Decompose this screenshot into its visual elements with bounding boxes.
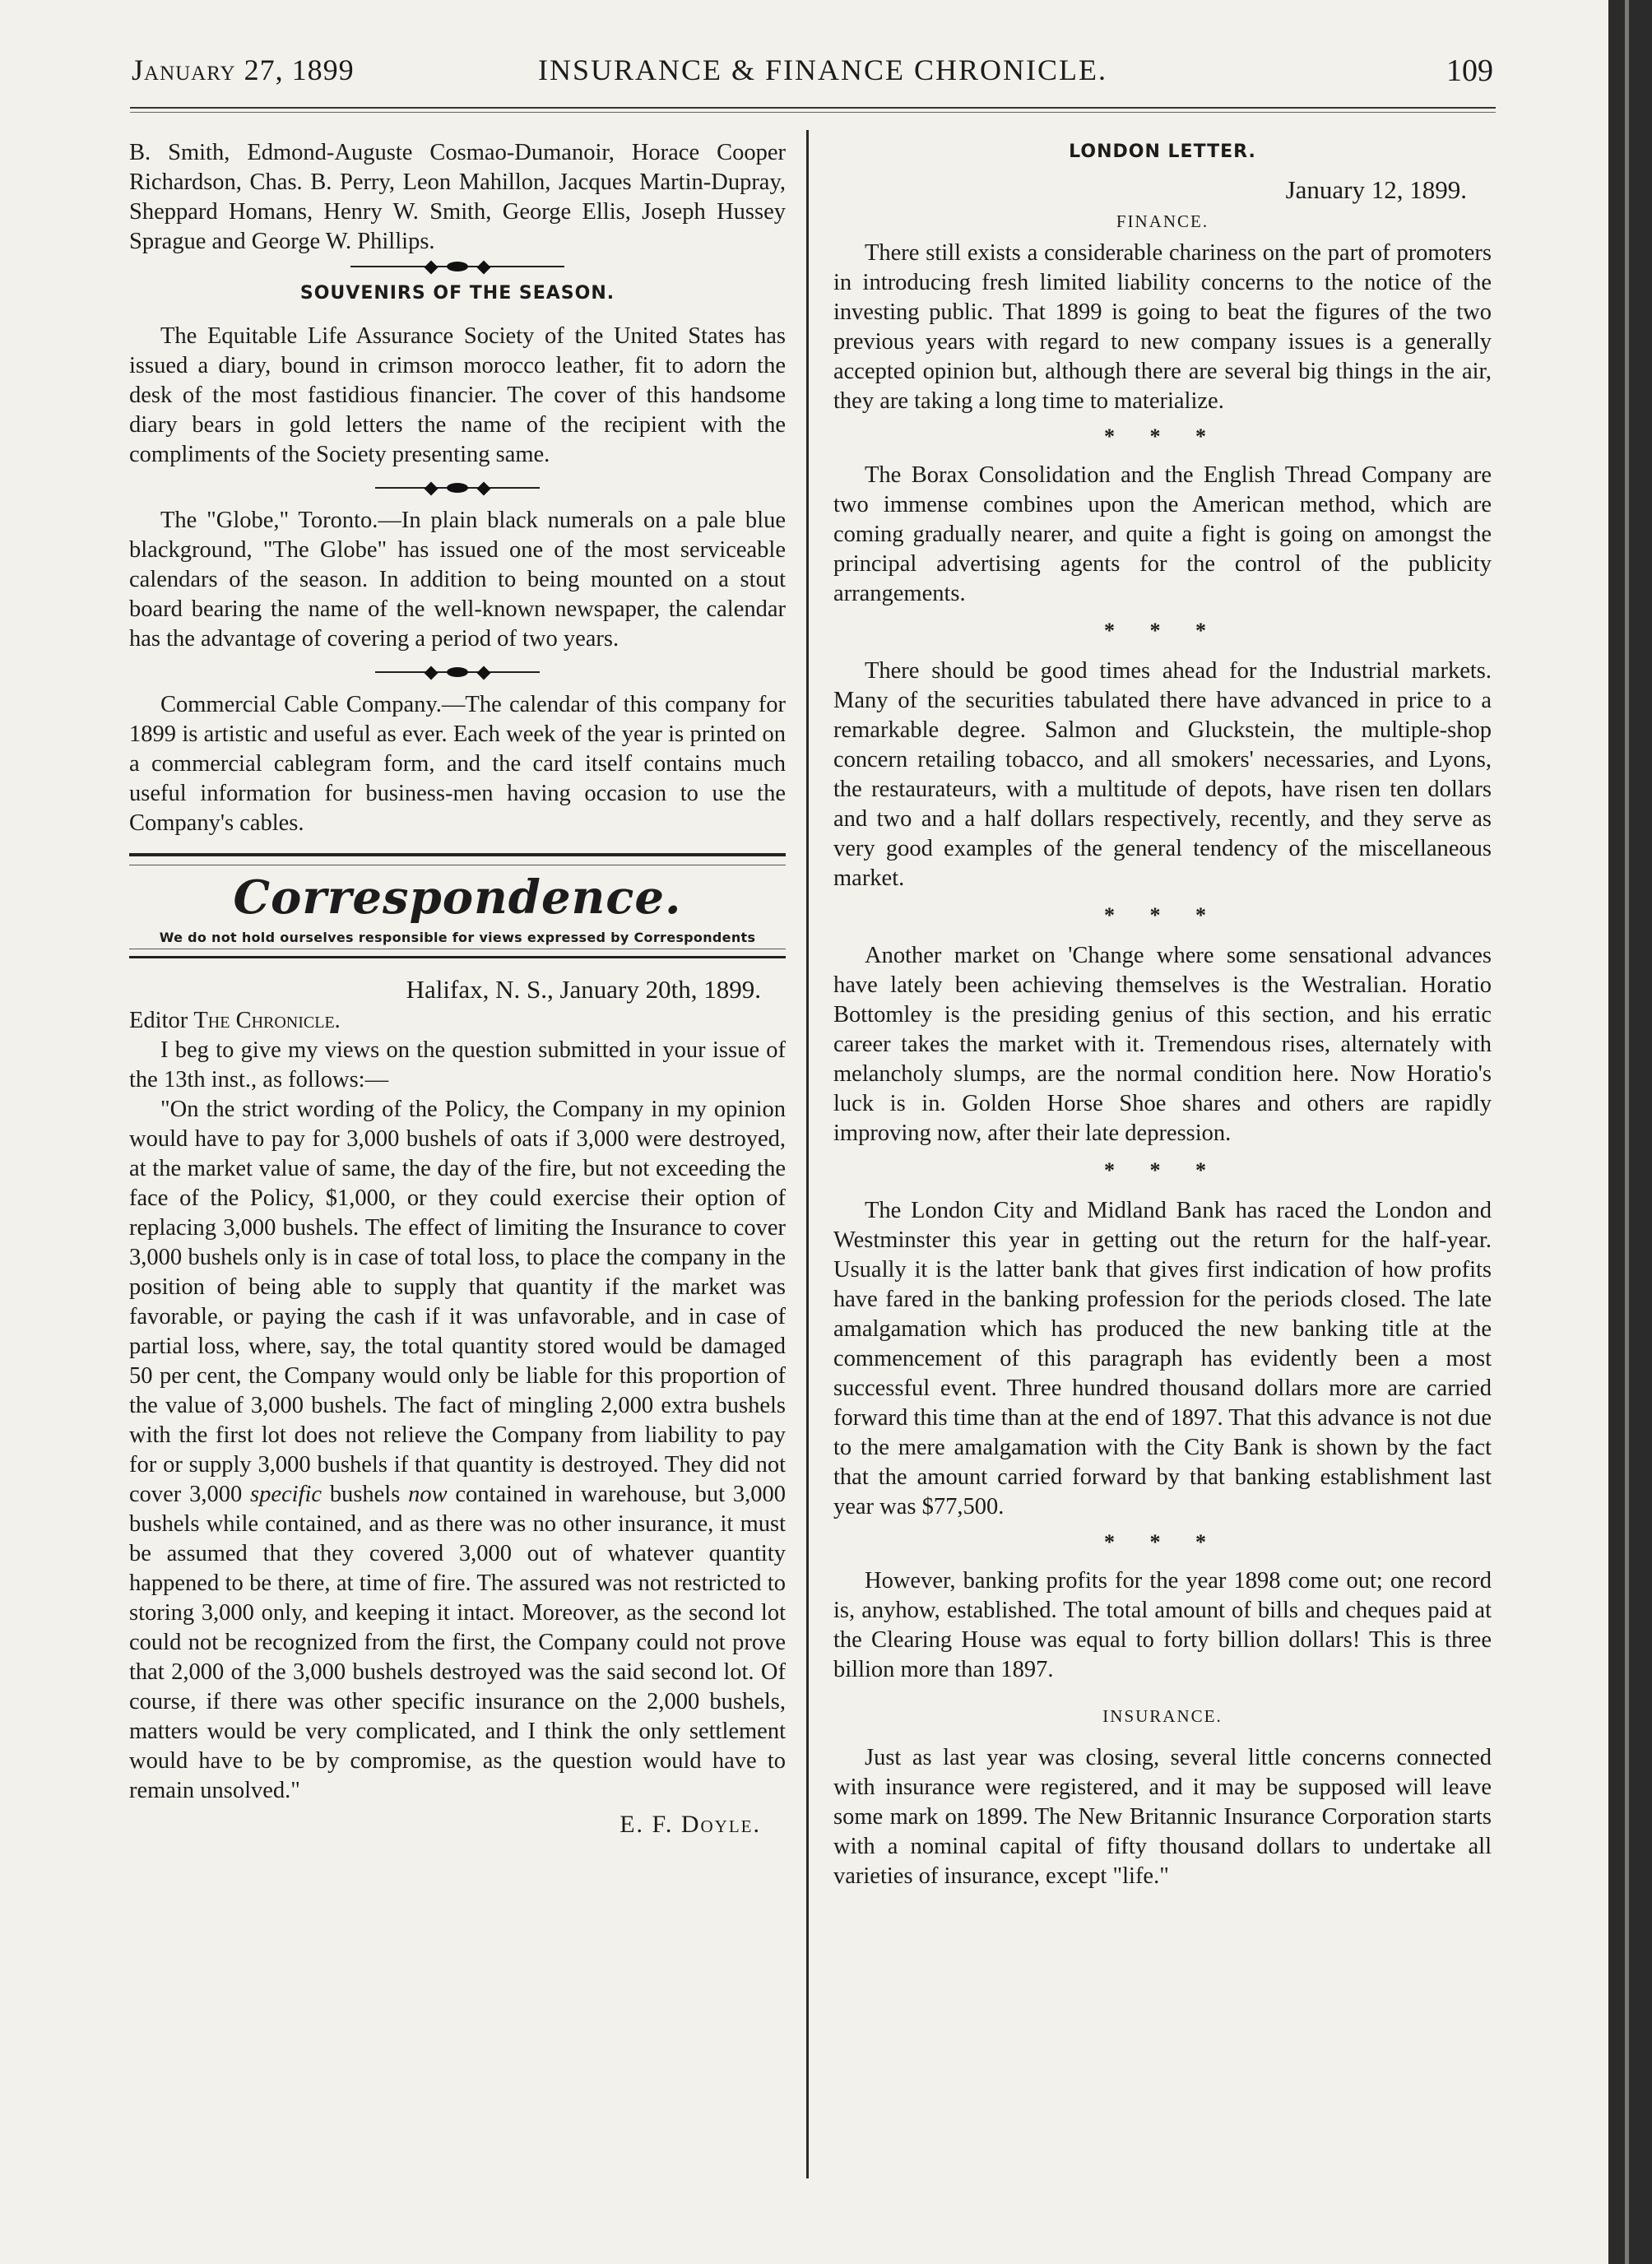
letter-emphasis-now: now — [408, 1482, 448, 1507]
letter-salutation — [129, 1006, 786, 1036]
london-letter-heading: LONDON LETTER. — [1069, 142, 1256, 162]
london-paragraph-3: There should be good times ahead for the Industrial markets. Many of the securities tabulated there have advanced in price to a remarkable degree. Salmon and Gluckstein, the multiple-shop concern retailing tobacco, and all smokers' necessaries, and Lyons, the restaurateurs, with a multitude of depots, have risen ten dollars and two and a half dollars respectively, recently, and they serve as very good examples of the general tendency of the miscellaneous market. — [833, 658, 1492, 891]
souvenirs-paragraph-1: The Equitable Life Assurance Society of the United States has issued a diary, bound in crimson morocco leather, fit to adorn the desk of the most fastidious financier. The cover of this handsome diary bears in gold letters the name of the recipient with the compliments of the Society presenting same. — [129, 323, 786, 467]
london-paragraph-4: Another market on 'Change where some sensational advances have lately been achieving themselves is the Westralian. Horatio Bottomley is the presiding genius of this section, and his erratic career takes the market with it. Tremendous rises, alternately with melancholy slumps, are the normal condition here. Now Horatio's luck is in. Golden Horse Shoe shares and others are rapidly improving now, after their late depression. — [833, 943, 1492, 1146]
london-paragraph-6: However, banking profits for the year 1898 come out; one record is, anyhow, established. The total amount of bills and cheques paid at the Clearing House was equal to forty billion dollars! This is three billion more than 1897. — [833, 1568, 1492, 1682]
header-rule — [130, 107, 1496, 109]
intro-paragraph: B. Smith, Edmond-Auguste Cosmao-Dumanoir, Horace Cooper Richardson, Chas. B. Perry, Leon Mahillon, Jacques Martin-Dupray, Sheppard Homans, Henry W. Smith, George Ellis, Joseph Hussey Sprague and George W. Phillips. — [129, 140, 786, 254]
section-stars: * * * — [1104, 903, 1221, 927]
section-stars: * * * — [1104, 1530, 1221, 1554]
ornament-divider — [375, 664, 540, 680]
ornament-divider — [350, 258, 564, 275]
souvenirs-paragraph-3: Commercial Cable Company.—The calendar of this company for 1899 is artistic and useful as ever. Each week of the year is printed on a commercial cablegram form, and the card itself contains much useful information for business-men having occasion to use the Company's cables. — [129, 692, 786, 836]
letter-p2-start: "On the strict wording of the Policy, the Company in my opinion would have to pay for 3,000 bushels of oats if 3,000 were destroyed, at the market value of same, the day of the fire, but not exceeding the face of the Policy, $1,000, or they could exercise their option of replacing 3,000 bushels. The effect of limiting the Insurance to cover 3,000 bushels only is in case of total loss, to place the company in the position of being able to supply that quantity if the market was favorable, or paying the cash if it was unfavorable, and in case of partial loss, where, say, the total quantity stored would be damaged 50 per cent, the Company would only be liable for this proportion of the value of 3,000 bushels. The fact of mingling 2,000 extra bushels with the first lot does not relieve the Company from liability to pay for or supply 3,000 bushels if that quantity is destroyed. They did not cover 3,000 — [129, 1097, 786, 1507]
insurance-subhead: INSURANCE. — [1102, 1706, 1223, 1726]
salutation-name: The Chronicle. — [193, 1008, 341, 1033]
page-header — [132, 53, 1493, 102]
binding-edge — [1608, 0, 1652, 2264]
finance-subhead: FINANCE. — [1116, 211, 1209, 231]
letter-p2-mid: bushels — [329, 1482, 401, 1507]
page-number: 109 — [1446, 53, 1493, 88]
column-divider — [806, 130, 809, 2178]
header-rule-thin — [130, 112, 1496, 113]
ornament-divider — [375, 480, 540, 496]
right-column — [833, 138, 1492, 1891]
section-stars: * * * — [1104, 619, 1221, 643]
section-stars: * * * — [1104, 1158, 1221, 1182]
correspondence-disclaimer: We do not hold ourselves responsible for views expressed by Correspondents — [159, 930, 756, 945]
left-column — [129, 138, 786, 1839]
letter-paragraph-2 — [129, 1095, 786, 1806]
london-letter-dateline: January 12, 1899. — [1285, 175, 1467, 204]
london-paragraph-1: There still exists a considerable chariness on the part of promoters in introducing fresh limited liability concerns to the notice of the investing public. That 1899 is going to beat the figures of the two previous years with regard to new company issues is a generally accepted opinion but, although there are several big things in the air, they are taking a long time to materialize. — [833, 240, 1492, 414]
publication-title: INSURANCE & FINANCE CHRONICLE. — [537, 53, 1108, 86]
london-paragraph-7: Just as last year was closing, several little concerns connected with insurance were registered, and it may be supposed will leave some mark on 1899. The New Britannic Insurance Corporation starts with a nominal capital of fifty thousand dollars to undertake all varieties of insurance, except "life." — [833, 1745, 1492, 1889]
section-rule — [129, 949, 786, 958]
header-date: January 27, 1899 — [132, 53, 355, 86]
section-rule — [129, 853, 786, 865]
souvenirs-heading: SOUVENIRS OF THE SEASON. — [299, 283, 615, 304]
letter-dateline: Halifax, N. S., January 20th, 1899. — [406, 975, 761, 1004]
signature-text: E. F. Doyle. — [620, 1811, 761, 1838]
london-paragraph-5: The London City and Midland Bank has raced the London and Westminster this year in getting out the return for the half-year. Usually it is the latter bank that gives first indication of how profits have fared in the banking profession for the periods closed. The late amalgamation which has produced the new banking title at the commencement of this paragraph has evidently been a most successful event. Three hundred thousand dollars more are carried forward this time than at the end of 1897. That this advance is not due to the mere amalgamation with the City Bank is shown by the fact that the amount carried forward by that banking establishment last year was $77,500. — [833, 1198, 1492, 1519]
binding-line — [1625, 0, 1629, 2264]
letter-signature — [129, 1811, 761, 1839]
souvenirs-paragraph-2: The "Globe," Toronto.—In plain black numerals on a pale blue blackground, "The Globe" has issued one of the most serviceable calendars of the season. In addition to being mounted on a stout board bearing the name of the well-known newspaper, the calendar has the advantage of covering a period of two years. — [129, 508, 786, 652]
letter-emphasis-specific: specific — [249, 1482, 323, 1507]
letter-paragraph-1: I beg to give my views on the question submitted in your issue of the 13th inst., as follows:— — [129, 1037, 786, 1093]
london-paragraph-2: The Borax Consolidation and the English Thread Company are two immense combines upon the American method, which are coming gradually nearer, and quite a fight is going on amongst the principal advertising agents for the control of the publicity arrangements. — [833, 462, 1492, 606]
salutation-prefix: Editor — [129, 1008, 188, 1033]
correspondence-title: Correspondence. — [233, 870, 682, 925]
letter-p2-end: contained in warehouse, but 3,000 bushels while contained, and as there was no other insurance, it must be assumed that they covered 3,000 out of whatever quantity happened to be there, at time of fire. The assured was not restricted to storing 3,000 only, and keeping it intact. Moreover, as the second lot could not be recognized from the first, the Company could not prove that 2,000 of the 3,000 bushels destroyed was the said second lot. Of course, if there was other specific insurance on the 2,000 bushels, matters would be very complicated, and I think the only settlement would have to be by compromise, as the question would have to remain unsolved." — [129, 1482, 786, 1803]
section-stars: * * * — [1104, 424, 1221, 448]
